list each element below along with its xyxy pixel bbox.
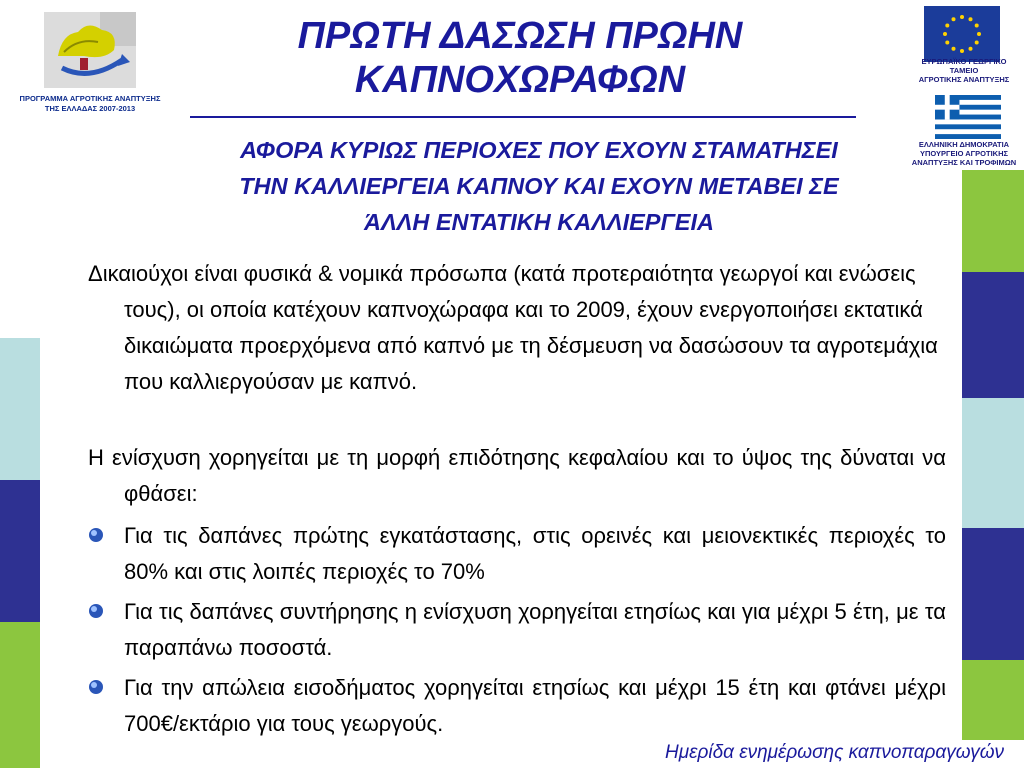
- left-strip-green: [0, 622, 40, 768]
- eu-caption: [905, 57, 1023, 84]
- title-underline: [190, 116, 856, 118]
- eu-caption-line3: ΑΓΡΟΤΙΚΗΣ ΑΝΑΠΤΥΞΗΣ: [918, 75, 1010, 84]
- list-item: [88, 670, 946, 742]
- right-strip-navy-2: [962, 528, 1024, 660]
- left-strip-navy: [0, 480, 40, 622]
- slide-title: [190, 14, 850, 102]
- list-item: [88, 518, 946, 590]
- slide-footer: Ημερίδα ενημέρωσης καπνοπαραγωγών: [664, 742, 1004, 763]
- subtitle-line2: ΤΗΝ ΚΑΛΛΙΕΡΓΕΙΑ ΚΑΠΝΟΥ ΚΑΙ ΕΧΟΥΝ ΜΕΤΑΒΕΙ ΣΕ: [239, 173, 839, 199]
- bullet-text: Για την απώλεια εισοδήματος χορηγείται ετησίως και μέχρι 15 έτη και φτάνει μέχρι 700€/εκτάριο για τους γεωργούς.: [124, 675, 946, 736]
- right-strip-navy: [962, 272, 1024, 398]
- right-strip-lightblue: [962, 398, 1024, 528]
- program-caption-line2: ΤΗΣ ΕΛΛΑΔΑΣ 2007-2013: [44, 104, 136, 113]
- subtitle-line1: ΑΦΟΡΑ ΚΥΡΙΩΣ ΠΕΡΙΟΧΕΣ ΠΟΥ ΕΧΟΥΝ ΣΤΑΜΑΤΗΣΕΙ: [240, 137, 838, 163]
- right-strip-green: [962, 170, 1024, 272]
- slide-subtitle: [116, 132, 962, 240]
- program-caption: [0, 94, 180, 114]
- bullet-text: Για τις δαπάνες πρώτης εγκατάστασης, στις ορεινές και μειονεκτικές περιοχές το 80% και στις λοιπές περιοχές το 70%: [124, 523, 946, 584]
- right-strip-green-2: [962, 660, 1024, 740]
- bullet-sphere-icon: [88, 527, 104, 543]
- program-caption-line1: ΠΡΟΓΡΑΜΜΑ ΑΓΡΟΤΙΚΗΣ ΑΝΑΠΤΥΞΗΣ: [19, 94, 161, 103]
- title-line2: ΚΑΠΝΟΧΩΡΑΦΩΝ: [354, 59, 686, 101]
- left-strip-lightblue: [0, 338, 40, 480]
- bullet-sphere-icon: [88, 679, 104, 695]
- title-line1: ΠΡΩΤΗ ΔΑΣΩΣΗ ΠΡΩΗΝ: [297, 15, 743, 57]
- greece-caption-line3: ΑΝΑΠΤΥΞΗΣ ΚΑΙ ΤΡΟΦΙΜΩΝ: [911, 158, 1017, 167]
- eu-flag: [924, 6, 1000, 62]
- greece-caption-line2: ΥΠΟΥΡΓΕΙΟ ΑΓΡΟΤΙΚΗΣ: [919, 149, 1009, 158]
- list-item: [88, 594, 946, 666]
- program-logo: [44, 12, 136, 88]
- bullet-sphere-icon: [88, 603, 104, 619]
- subtitle-line3: ΆΛΛΗ ΕΝΤΑΤΙΚΗ ΚΑΛΛΙΕΡΓΕΙΑ: [364, 209, 714, 235]
- eu-flag-icon: [924, 6, 1000, 62]
- greece-caption-line1: ΕΛΛΗΝΙΚΗ ΔΗΜΟΚΡΑΤΙΑ: [918, 140, 1010, 149]
- eu-caption-line1: ΕΥΡΩΠΑΪΚΟ ΓΕΩΡΓΙΚΟ: [921, 57, 1007, 66]
- eu-caption-line2: ΤΑΜΕΙΟ: [949, 66, 979, 75]
- program-logo-icon: [44, 12, 136, 88]
- bullet-text: Για τις δαπάνες συντήρησης η ενίσχυση χορηγείται ετησίως και για μέχρι 5 έτη, με τα παραπάνω ποσοστά.: [124, 599, 946, 660]
- paragraph-support: Η ενίσχυση χορηγείται με τη μορφή επιδότησης κεφαλαίου και το ύψος της δύναται να φθάσει:: [88, 445, 946, 506]
- paragraph-beneficiaries: Δικαιούχοι είναι φυσικά & νομικά πρόσωπα (κατά προτεραιότητα γεωργοί και ενώσεις τους), οι οποία κατέχουν καπνοχώραφα και το 2009, έχουν ενεργοποιήσει εκτατικά δικαιώματα προερχόμενα από καπνό με τη δέσμευση να δασώσουν τα αγροτεμάχια που καλλιεργούσαν με καπνό.: [88, 261, 938, 394]
